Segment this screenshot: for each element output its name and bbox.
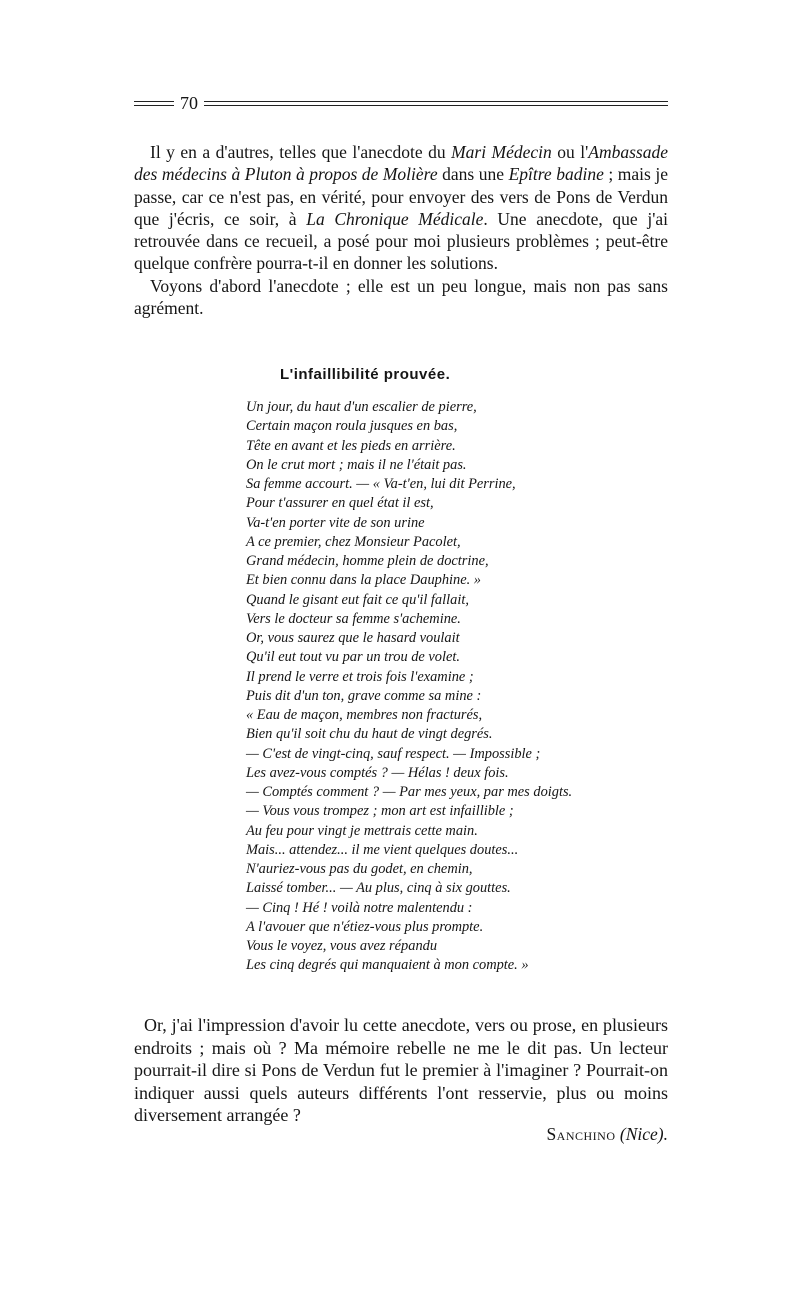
poem-line: — Comptés comment ? — Par mes yeux, par mes doigts. <box>246 784 573 800</box>
intro-title-epitre: Epître badine <box>508 164 604 185</box>
poem-line: Vous le voyez, vous avez répandu <box>246 938 438 954</box>
poem-line: Au feu pour vingt je mettrais cette main. <box>246 822 478 839</box>
poem-line: Puis dit d'un ton, grave comme sa mine : <box>246 687 482 704</box>
header-rule-left <box>134 101 174 106</box>
poem-line: Qu'il eut tout vu par un trou de volet. <box>246 649 460 666</box>
intro-text: ou l' <box>551 142 589 162</box>
poem-line: Va-t'en porter vite de son urine <box>246 514 425 531</box>
poem-line: Pour t'assurer en quel état il est, <box>246 495 434 512</box>
poem-line: Les avez-vous comptés ? — Hélas ! deux fois. <box>246 764 509 781</box>
poem-line: Les cinq degrés qui manquaient à mon compte. » <box>246 957 529 974</box>
poem-line: — Cinq ! Hé ! voilà notre malentendu : <box>246 899 473 916</box>
intro-text: Il y en a d'autres, telles que l'anecdote du <box>150 142 452 162</box>
signature-name: Sanchino <box>546 1124 616 1144</box>
page-number: 70 <box>180 93 198 113</box>
poem-line: Bien qu'il soit chu du haut de vingt degrés. <box>246 726 493 743</box>
poem-line: A ce premier, chez Monsieur Pacolet, <box>246 533 461 550</box>
poem-line: — C'est de vingt-cinq, sauf respect. — Impossible ; <box>246 745 541 762</box>
poem-line: N'auriez-vous pas du godet, en chemin, <box>246 861 473 877</box>
page-header <box>134 94 668 114</box>
poem-line: Certain maçon roula jusques en bas, <box>246 418 458 435</box>
poem <box>246 398 626 976</box>
intro-paragraph <box>134 141 668 319</box>
header-rule-right <box>204 101 668 106</box>
poem-line: Quand le gisant eut fait ce qu'il fallait, <box>246 591 469 608</box>
intro-text-second: Voyons d'abord l'anecdote ; elle est un peu longue, mais non pas sans agrément. <box>134 275 668 319</box>
intro-title-ambassade: Ambassade des médecins à Pluton à propos de Molière <box>134 142 669 185</box>
poem-line: Il prend le verre et trois fois l'examine ; <box>246 668 474 685</box>
signature <box>546 1124 668 1145</box>
closing-paragraph: Or, j'ai l'impression d'avoir lu cette anecdote, vers ou prose, en plusieurs endroits ; mais où ? Ma mémoire rebelle ne me le dit pas. Un lecteur pourrait-il dire si Pons de Verdun fut le premier à l'imaginer ? Pourrait-on indiquer aussi quels auteurs différents l'ont resservie, plus ou moins diversement arrangée ? <box>134 1015 668 1126</box>
poem-line: Sa femme accourt. — « Va-t'en, lui dit Perrine, <box>246 476 516 492</box>
poem-line: Et bien connu dans la place Dauphine. » <box>246 572 482 589</box>
intro-text: ; mais je passe, car ce n'est pas, en vérité, pour envoyer des vers de Pons de Verdun que j'écris, ce soir, à <box>134 164 668 229</box>
intro-text: . Une anecdote, que j'ai retrouvée dans ce recueil, a posé pour moi plusieurs problèmes ; peut-être quelque confrère pourra-t-il en donner les solutions. <box>134 208 668 274</box>
poem-line: On le crut mort ; mais il ne l'était pas. <box>246 456 467 473</box>
poem-line: Mais... attendez... il me vient quelques doutes... <box>246 841 519 858</box>
poem-line: Un jour, du haut d'un escalier de pierre, <box>246 399 477 415</box>
poem-line: Laissé tomber... — Au plus, cinq à six gouttes. <box>246 880 511 897</box>
signature-place: (Nice). <box>619 1124 668 1144</box>
intro-text: dans une <box>437 164 509 185</box>
intro-title-chronique: La Chronique Médicale <box>306 208 484 229</box>
poem-title: L'infaillibilité prouvée. <box>280 366 451 383</box>
intro-title-mari-medecin: Mari Médecin <box>451 142 552 162</box>
poem-line: A l'avouer que n'étiez-vous plus prompte. <box>246 918 484 935</box>
poem-line: Or, vous saurez que le hasard voulait <box>246 630 460 646</box>
poem-line: Grand médecin, homme plein de doctrine, <box>246 553 489 569</box>
poem-line: Vers le docteur sa femme s'achemine. <box>246 610 461 627</box>
poem-line: — Vous vous trompez ; mon art est infaillible ; <box>246 803 514 820</box>
poem-line: Tête en avant et les pieds en arrière. <box>246 437 456 454</box>
poem-line: « Eau de maçon, membres non fracturés, <box>246 707 483 723</box>
